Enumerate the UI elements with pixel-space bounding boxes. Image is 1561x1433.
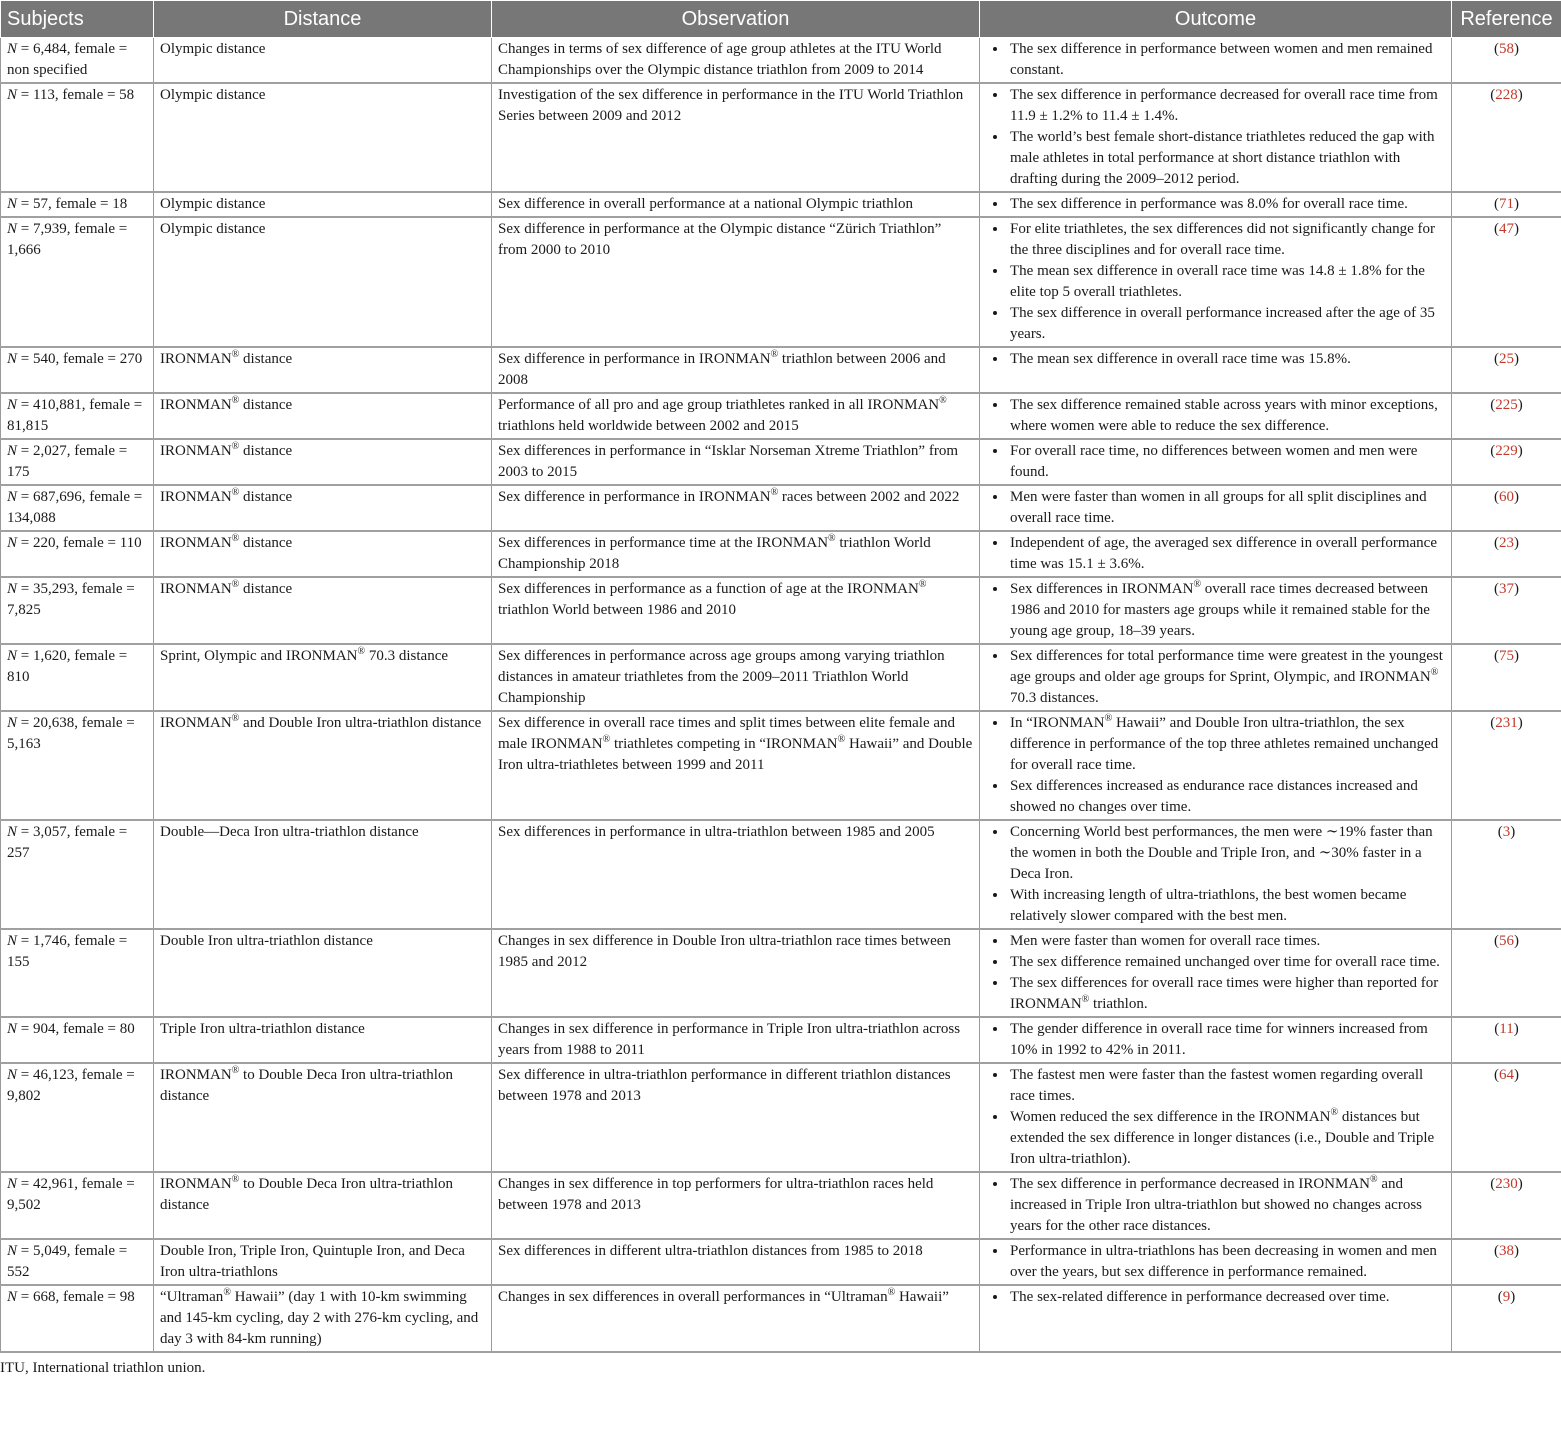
reference-link[interactable]: 25: [1499, 351, 1514, 367]
outcome-item: • The sex difference in performance decreased in IRONMAN® and increased in Triple Iron ultra-triathlon but showed no changes across years for the other race distances.: [1008, 1174, 1445, 1237]
reference-link[interactable]: 47: [1499, 221, 1514, 237]
reference-link[interactable]: 38: [1499, 1243, 1514, 1259]
reference-link[interactable]: 228: [1495, 87, 1518, 103]
reference-link[interactable]: 58: [1499, 41, 1514, 57]
outcome-list: [986, 219, 1445, 345]
reference-link[interactable]: 56: [1499, 933, 1514, 949]
outcome-item: • The sex difference in performance was 8.0% for overall race time.: [1008, 194, 1445, 215]
outcome-list: [986, 713, 1445, 818]
distance-cell: IRONMAN® distance: [154, 577, 492, 644]
observation-cell: Sex difference in performance in IRONMAN® triathlon between 2006 and 2008: [492, 347, 980, 393]
table-row: [1, 1172, 1561, 1239]
reference-link[interactable]: 231: [1495, 715, 1518, 731]
outcome-item: • With increasing length of ultra-triathlons, the best women became relatively slower compared with the best men.: [1008, 885, 1445, 927]
outcome-cell: [980, 83, 1452, 192]
subjects-cell: N = 668, female = 98: [1, 1285, 154, 1352]
outcome-cell: [980, 531, 1452, 577]
outcome-list: [986, 85, 1445, 190]
outcome-item: • Independent of age, the averaged sex difference in overall performance time was 15.1 ± 3.6%.: [1008, 533, 1445, 575]
outcome-item: • In “IRONMAN® Hawaii” and Double Iron ultra-triathlon, the sex difference in performance of the top three athletes remained unchanged for overall race time.: [1008, 713, 1445, 776]
reference-cell: (228): [1452, 83, 1561, 192]
reference-cell: (75): [1452, 644, 1561, 711]
subjects-cell: N = 2,027, female = 175: [1, 439, 154, 485]
observation-cell: Performance of all pro and age group triathletes ranked in all IRONMAN® triathlons held worldwide between 2002 and 2015: [492, 393, 980, 439]
outcome-item: • Performance in ultra-triathlons has been decreasing in women and men over the years, but sex difference in performance remained.: [1008, 1241, 1445, 1283]
reference-cell: (225): [1452, 393, 1561, 439]
outcome-item: • The fastest men were faster than the fastest women regarding overall race times.: [1008, 1065, 1445, 1107]
reference-cell: (37): [1452, 577, 1561, 644]
subjects-cell: N = 220, female = 110: [1, 531, 154, 577]
outcome-item: • For elite triathletes, the sex differences did not significantly change for the three disciplines and for overall race time.: [1008, 219, 1445, 261]
distance-cell: Olympic distance: [154, 217, 492, 347]
outcome-cell: [980, 1239, 1452, 1285]
reference-link[interactable]: 230: [1495, 1176, 1518, 1192]
outcome-list: [986, 1241, 1445, 1283]
table-row: [1, 1017, 1561, 1063]
table-row: [1, 1063, 1561, 1172]
distance-cell: IRONMAN® to Double Deca Iron ultra-triathlon distance: [154, 1172, 492, 1239]
outcome-item: • Concerning World best performances, the men were ∼19% faster than the women in both the Double and Triple Iron, and ∼30% faster in a Deca Iron.: [1008, 822, 1445, 885]
reference-link[interactable]: 37: [1499, 581, 1514, 597]
reference-link[interactable]: 75: [1499, 648, 1514, 664]
outcome-item: • The sex-related difference in performance decreased over time.: [1008, 1287, 1445, 1308]
distance-cell: IRONMAN® distance: [154, 531, 492, 577]
outcome-list: [986, 441, 1445, 483]
outcome-list: [986, 579, 1445, 642]
outcome-item: • Men were faster than women for overall race times.: [1008, 931, 1445, 952]
outcome-list: [986, 1174, 1445, 1237]
subjects-cell: N = 57, female = 18: [1, 192, 154, 217]
table-row: [1, 485, 1561, 531]
observation-cell: Sex difference in performance in IRONMAN® races between 2002 and 2022: [492, 485, 980, 531]
table-footnote: ITU, International triathlon union.: [0, 1360, 206, 1376]
subjects-cell: N = 540, female = 270: [1, 347, 154, 393]
observation-cell: Sex differences in performance in ultra-triathlon between 1985 and 2005: [492, 820, 980, 929]
distance-cell: IRONMAN® to Double Deca Iron ultra-triathlon distance: [154, 1063, 492, 1172]
subjects-cell: N = 46,123, female = 9,802: [1, 1063, 154, 1172]
outcome-cell: [980, 644, 1452, 711]
observation-cell: Sex differences in performance in “Isklar Norseman Xtreme Triathlon” from 2003 to 2015: [492, 439, 980, 485]
subjects-cell: N = 1,746, female = 155: [1, 929, 154, 1017]
reference-cell: (71): [1452, 192, 1561, 217]
outcome-item: • Sex differences for total performance time were greatest in the youngest age groups and older age groups for Sprint, Olympic, and IRONMAN® 70.3 distances.: [1008, 646, 1445, 709]
outcome-list: [986, 487, 1445, 529]
outcome-cell: [980, 485, 1452, 531]
table-row: [1, 38, 1561, 84]
reference-link[interactable]: 60: [1499, 489, 1514, 505]
subjects-cell: N = 35,293, female = 7,825: [1, 577, 154, 644]
outcome-cell: [980, 929, 1452, 1017]
reference-link[interactable]: 3: [1502, 824, 1511, 840]
outcome-item: • The sex difference in overall performance increased after the age of 35 years.: [1008, 303, 1445, 345]
distance-cell: “Ultraman® Hawaii” (day 1 with 10-km swimming and 145-km cycling, day 2 with 276-km cycling, and day 3 with 84-km running): [154, 1285, 492, 1352]
outcome-list: [986, 822, 1445, 927]
observation-cell: Sex difference in ultra-triathlon performance in different triathlon distances between 1978 and 2013: [492, 1063, 980, 1172]
subjects-cell: N = 410,881, female = 81,815: [1, 393, 154, 439]
header-subjects: Subjects: [1, 1, 154, 38]
table-row: [1, 644, 1561, 711]
observation-cell: Sex differences in performance as a function of age at the IRONMAN® triathlon World between 1986 and 2010: [492, 577, 980, 644]
outcome-list: [986, 533, 1445, 575]
reference-cell: (3): [1452, 820, 1561, 929]
outcome-cell: [980, 820, 1452, 929]
outcome-item: • The sex difference in performance between women and men remained constant.: [1008, 39, 1445, 81]
outcome-item: • The mean sex difference in overall race time was 15.8%.: [1008, 349, 1445, 370]
subjects-cell: N = 1,620, female = 810: [1, 644, 154, 711]
outcome-cell: [980, 1017, 1452, 1063]
observation-cell: Sex differences in performance across age groups among varying triathlon distances in amateur triathletes from the 2009–2011 Triathlon World Championship: [492, 644, 980, 711]
outcome-item: • The sex difference in performance decreased for overall race time from 11.9 ± 1.2% to 11.4 ± 1.4%.: [1008, 85, 1445, 127]
outcome-item: • The sex difference remained unchanged over time for overall race time.: [1008, 952, 1445, 973]
reference-link[interactable]: 229: [1495, 443, 1518, 459]
observation-cell: Changes in sex difference in performance in Triple Iron ultra-triathlon across years from 1988 to 2011: [492, 1017, 980, 1063]
subjects-cell: N = 42,961, female = 9,502: [1, 1172, 154, 1239]
table-row: [1, 711, 1561, 820]
reference-cell: (229): [1452, 439, 1561, 485]
reference-cell: (64): [1452, 1063, 1561, 1172]
distance-cell: Olympic distance: [154, 192, 492, 217]
table-row: [1, 347, 1561, 393]
outcome-cell: [980, 577, 1452, 644]
table-row: [1, 217, 1561, 347]
outcome-list: [986, 349, 1445, 370]
distance-cell: IRONMAN® distance: [154, 347, 492, 393]
observation-cell: Changes in sex difference in Double Iron ultra-triathlon race times between 1985 and 2012: [492, 929, 980, 1017]
reference-cell: (25): [1452, 347, 1561, 393]
table-row: [1, 577, 1561, 644]
observation-cell: Sex difference in overall performance at a national Olympic triathlon: [492, 192, 980, 217]
distance-cell: IRONMAN® distance: [154, 485, 492, 531]
distance-cell: Double Iron ultra-triathlon distance: [154, 929, 492, 1017]
outcome-cell: [980, 347, 1452, 393]
header-reference: Reference: [1452, 1, 1561, 38]
distance-cell: IRONMAN® distance: [154, 439, 492, 485]
table-row: [1, 439, 1561, 485]
observation-cell: Investigation of the sex difference in performance in the ITU World Triathlon Series between 2009 and 2012: [492, 83, 980, 192]
distance-cell: Triple Iron ultra-triathlon distance: [154, 1017, 492, 1063]
distance-cell: Sprint, Olympic and IRONMAN® 70.3 distance: [154, 644, 492, 711]
distance-cell: Double—Deca Iron ultra-triathlon distance: [154, 820, 492, 929]
outcome-item: • Men were faster than women in all groups for all split disciplines and overall race time.: [1008, 487, 1445, 529]
distance-cell: IRONMAN® distance: [154, 393, 492, 439]
outcome-list: [986, 931, 1445, 1015]
observation-cell: Sex differences in different ultra-triathlon distances from 1985 to 2018: [492, 1239, 980, 1285]
outcome-cell: [980, 439, 1452, 485]
outcome-cell: [980, 38, 1452, 84]
table-body: [1, 38, 1561, 1353]
outcome-list: [986, 1287, 1445, 1308]
subjects-cell: N = 5,049, female = 552: [1, 1239, 154, 1285]
outcome-item: • The world’s best female short-distance triathletes reduced the gap with male athletes in total performance at short distance triathlon with drafting during the 2009–2012 period.: [1008, 127, 1445, 190]
reference-cell: (38): [1452, 1239, 1561, 1285]
outcome-list: [986, 194, 1445, 215]
outcome-list: [986, 39, 1445, 81]
reference-cell: (58): [1452, 38, 1561, 84]
outcome-cell: [980, 1285, 1452, 1352]
observation-cell: Sex difference in overall race times and split times between elite female and male IRONMAN® triathletes competing in “IRONMAN® Hawaii” and Double Iron ultra-triathletes between 1999 and 2011: [492, 711, 980, 820]
observation-cell: Sex differences in performance time at the IRONMAN® triathlon World Championship 2018: [492, 531, 980, 577]
reference-cell: (23): [1452, 531, 1561, 577]
reference-cell: (230): [1452, 1172, 1561, 1239]
outcome-item: • Sex differences in IRONMAN® overall race times decreased between 1986 and 2010 for masters age groups while it remained stable for the young age group, 18–39 years.: [1008, 579, 1445, 642]
reference-link[interactable]: 225: [1495, 397, 1518, 413]
subjects-cell: N = 6,484, female = non specified: [1, 38, 154, 84]
reference-cell: (9): [1452, 1285, 1561, 1352]
distance-cell: IRONMAN® and Double Iron ultra-triathlon distance: [154, 711, 492, 820]
reference-cell: (231): [1452, 711, 1561, 820]
subjects-cell: N = 7,939, female = 1,666: [1, 217, 154, 347]
table-row: [1, 1285, 1561, 1352]
table-row: [1, 820, 1561, 929]
outcome-list: [986, 646, 1445, 709]
table-row: [1, 929, 1561, 1017]
reference-link[interactable]: 64: [1499, 1067, 1514, 1083]
subjects-cell: N = 113, female = 58: [1, 83, 154, 192]
observation-cell: Sex difference in performance at the Olympic distance “Zürich Triathlon” from 2000 to 2010: [492, 217, 980, 347]
subjects-cell: N = 904, female = 80: [1, 1017, 154, 1063]
outcome-item: • The sex difference remained stable across years with minor exceptions, where women were able to reduce the sex difference.: [1008, 395, 1445, 437]
reference-cell: (11): [1452, 1017, 1561, 1063]
outcome-list: [986, 1019, 1445, 1061]
table-row: [1, 83, 1561, 192]
table-row: [1, 393, 1561, 439]
distance-cell: Olympic distance: [154, 83, 492, 192]
outcome-list: [986, 395, 1445, 437]
outcome-cell: [980, 1063, 1452, 1172]
outcome-cell: [980, 1172, 1452, 1239]
distance-cell: Olympic distance: [154, 38, 492, 84]
reference-cell: (60): [1452, 485, 1561, 531]
reference-link[interactable]: 71: [1499, 196, 1514, 212]
subjects-cell: N = 687,696, female = 134,088: [1, 485, 154, 531]
table-row: [1, 1239, 1561, 1285]
outcome-item: • The mean sex difference in overall race time was 14.8 ± 1.8% for the elite top 5 overall triathletes.: [1008, 261, 1445, 303]
outcome-item: • Sex differences increased as endurance race distances increased and showed no changes over time.: [1008, 776, 1445, 818]
subjects-cell: N = 3,057, female = 257: [1, 820, 154, 929]
table-row: [1, 192, 1561, 217]
table-row: [1, 531, 1561, 577]
outcome-cell: [980, 192, 1452, 217]
outcome-item: • The sex differences for overall race times were higher than reported for IRONMAN® triathlon.: [1008, 973, 1445, 1015]
observation-cell: Changes in terms of sex difference of age group athletes at the ITU World Championships over the Olympic distance triathlon from 2009 to 2014: [492, 38, 980, 84]
reference-link[interactable]: 23: [1499, 535, 1514, 551]
header-observation: Observation: [492, 1, 980, 38]
outcome-cell: [980, 217, 1452, 347]
reference-cell: (56): [1452, 929, 1561, 1017]
reference-link[interactable]: 11: [1499, 1021, 1514, 1037]
outcome-cell: [980, 711, 1452, 820]
outcome-item: • The gender difference in overall race time for winners increased from 10% in 1992 to 42% in 2011.: [1008, 1019, 1445, 1061]
header-distance: Distance: [154, 1, 492, 38]
reference-cell: (47): [1452, 217, 1561, 347]
observation-cell: Changes in sex difference in top performers for ultra-triathlon races held between 1978 and 2013: [492, 1172, 980, 1239]
header-outcome: Outcome: [980, 1, 1452, 38]
outcome-item: • For overall race time, no differences between women and men were found.: [1008, 441, 1445, 483]
reference-link[interactable]: 9: [1502, 1289, 1511, 1305]
distance-cell: Double Iron, Triple Iron, Quintuple Iron, and Deca Iron ultra-triathlons: [154, 1239, 492, 1285]
outcome-item: • Women reduced the sex difference in the IRONMAN® distances but extended the sex difference in longer distances (i.e., Double and Triple Iron ultra-triathlon).: [1008, 1107, 1445, 1170]
observation-cell: Changes in sex differences in overall performances in “Ultraman® Hawaii”: [492, 1285, 980, 1352]
outcome-list: [986, 1065, 1445, 1170]
table-header: [1, 1, 1561, 38]
outcome-cell: [980, 393, 1452, 439]
subjects-cell: N = 20,638, female = 5,163: [1, 711, 154, 820]
